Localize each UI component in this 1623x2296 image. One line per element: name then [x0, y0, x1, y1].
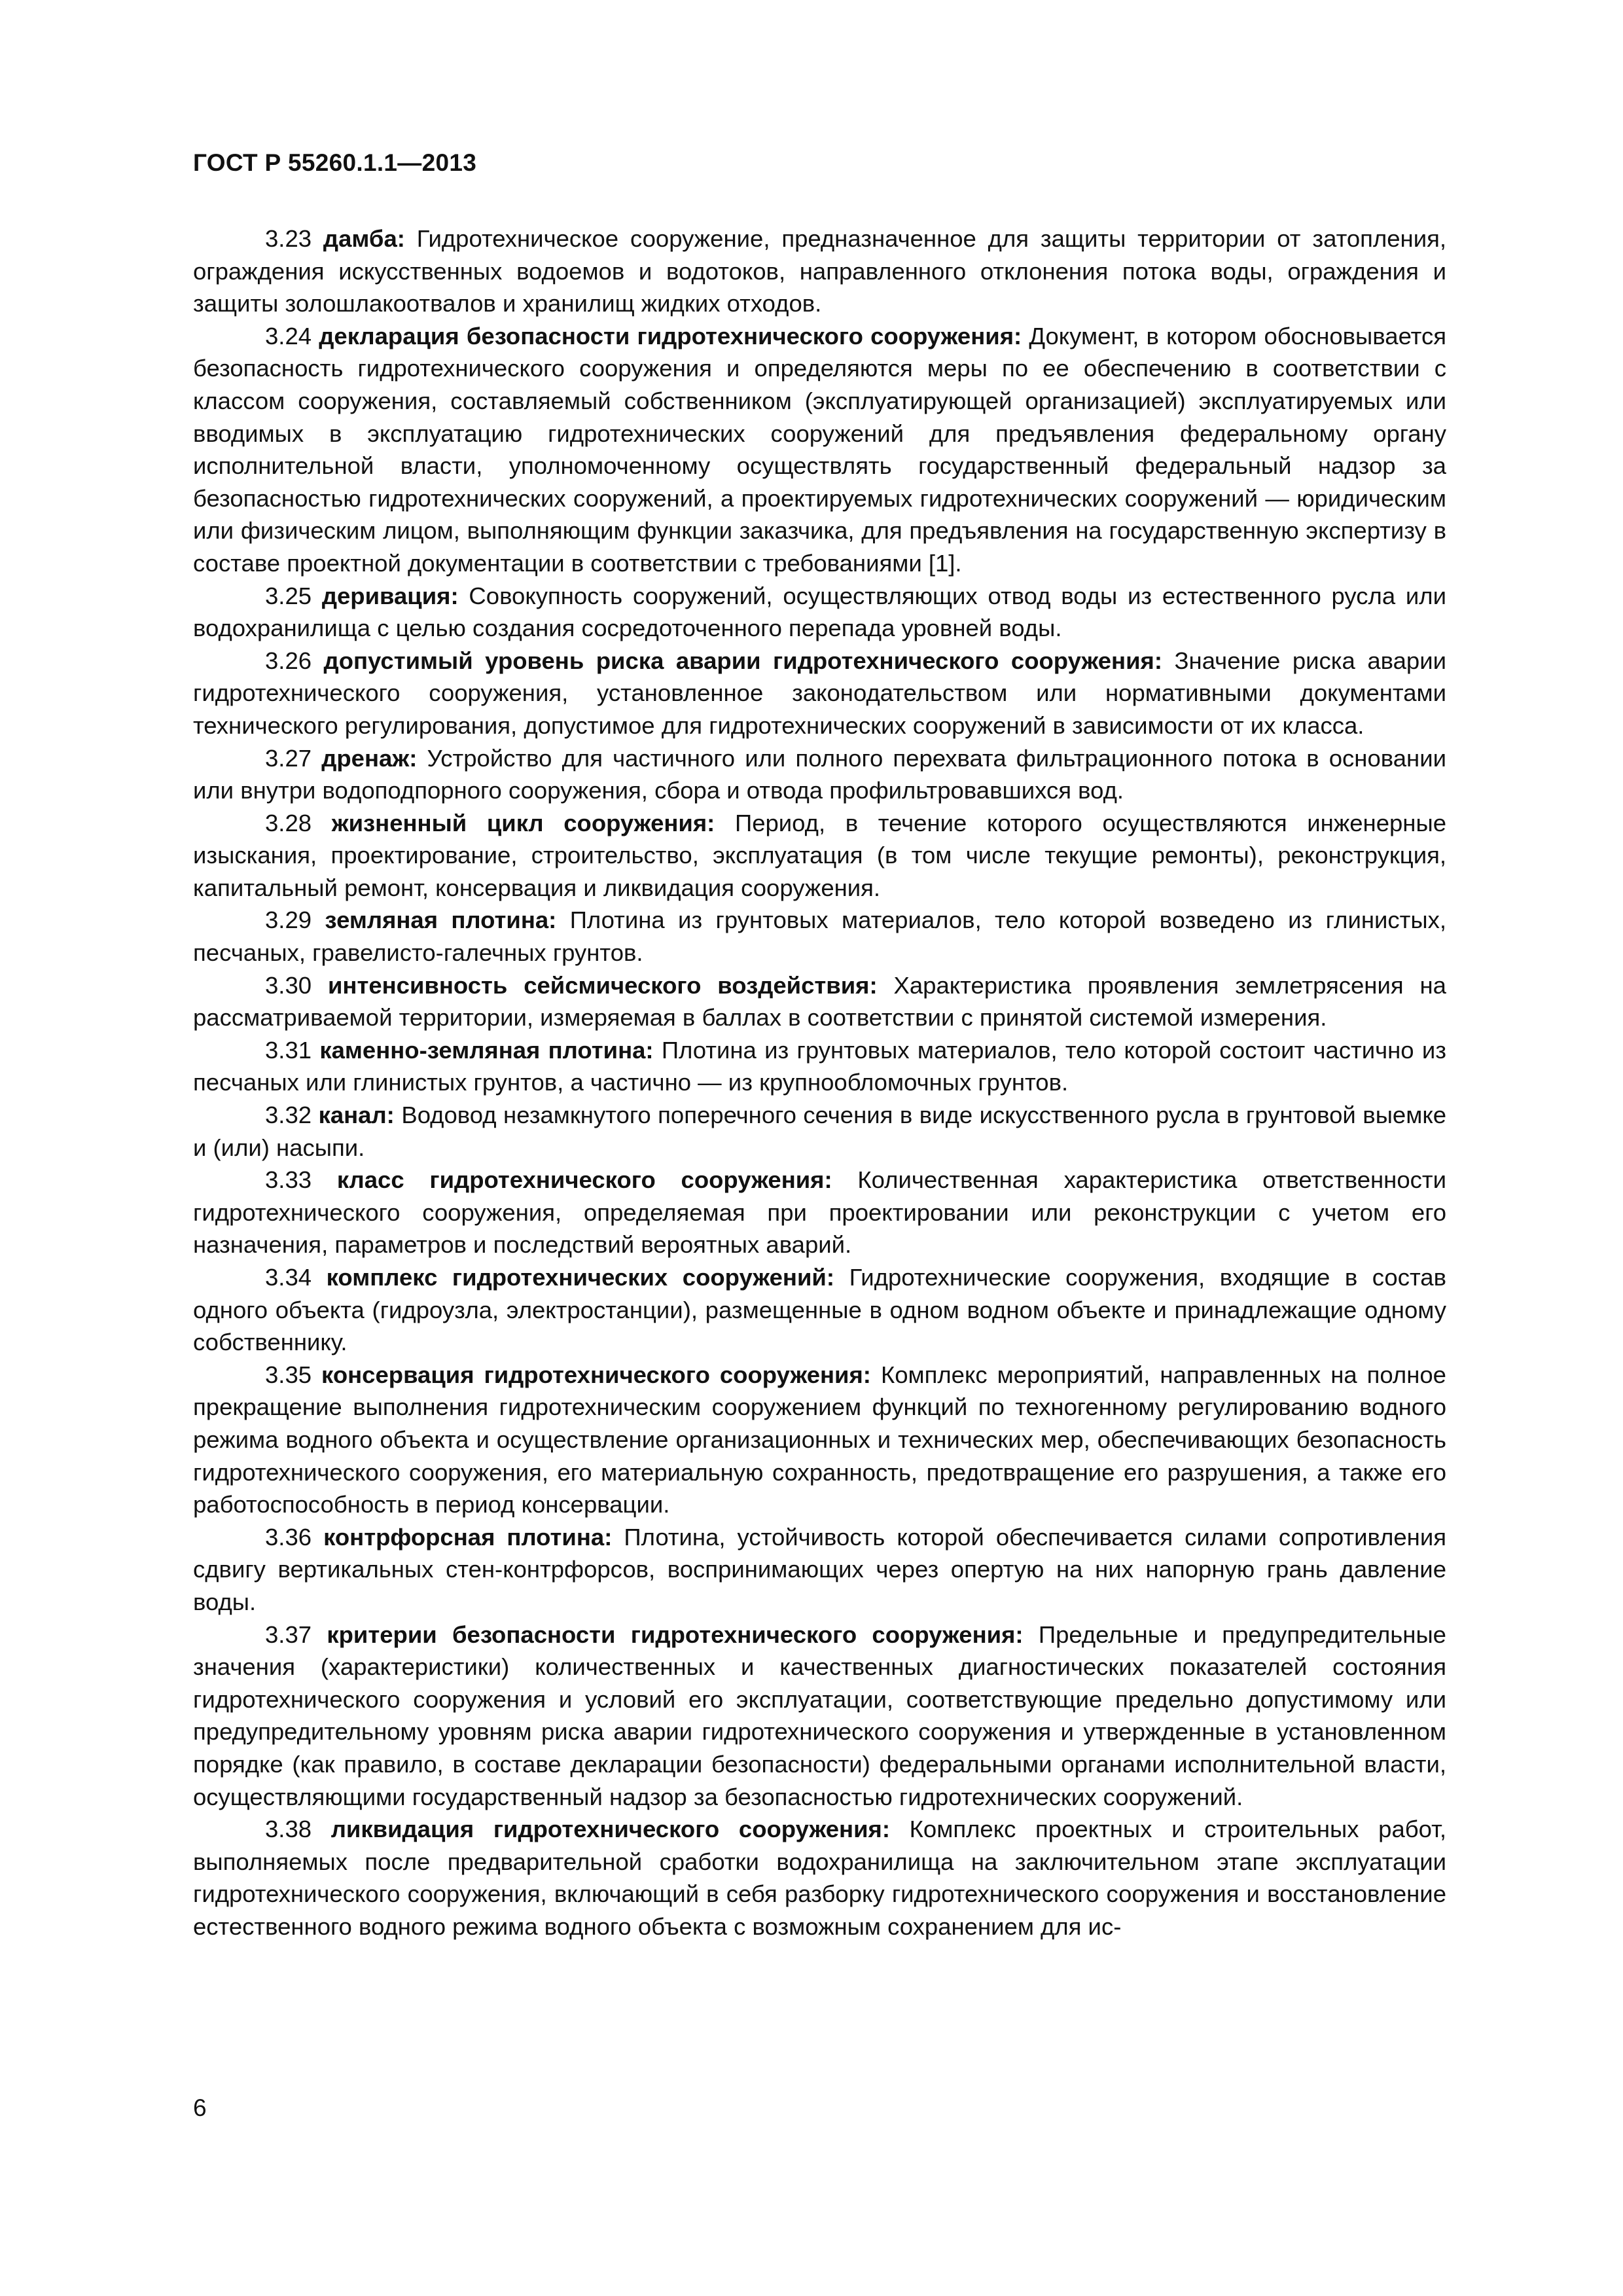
entry-term: земляная плотина: — [325, 906, 557, 934]
entry-definition: Плотина из грунтовых материалов, тело которой возведено из глинистых, песчаных, гравелисто-галечных грунтов. — [193, 906, 1446, 967]
entry-term: класс гидротехнического сооружения: — [336, 1166, 832, 1194]
term-entry-3-35 — [193, 1359, 1446, 1521]
entry-number: 3.35 — [265, 1361, 312, 1388]
entry-definition: Водовод незамкнутого поперечного сечения в виде искусственного русла в грунтовой выемке и (или) насыпи. — [193, 1102, 1446, 1161]
entry-definition: Плотина из грунтовых материалов, тело которой состоит частично из песчаных или глинистых грунтов, а частично — из крупнообломочных грунтов. — [193, 1036, 1446, 1096]
term-entry-3-24 — [193, 320, 1446, 580]
entry-number: 3.32 — [265, 1102, 312, 1129]
term-entry-3-33 — [193, 1164, 1446, 1261]
entry-term: допустимый уровень риска аварии гидротехнического сооружения: — [323, 647, 1162, 674]
entry-term: консервация гидротехнического сооружения: — [321, 1361, 871, 1388]
entry-number: 3.31 — [265, 1036, 312, 1064]
entry-number: 3.28 — [265, 809, 312, 836]
entry-definition: Комплекс проектных и строительных работ, выполняемых после предварительной сработки водохранилища на заключительном этапе эксплуатации гидротехнического сооружения, включающий в себя разборку гидротехнического сооружения и восстановление естественного водного режима водного объекта с возможным сохранением для ис- — [193, 1816, 1446, 1940]
entry-definition: Предельные и предупредительные значения (характеристики) количественных и качественных диагностических показателей состояния гидротехнического сооружения и условий его эксплуатации, соответствующие предельно допустимому или предупредительному уровням риска аварии гидротехнического сооружения и утвержденные в установленном порядке (как правило, в составе декларации безопасности) федеральными органами исполнительной власти, осуществляющими государственный надзор за безопасностью гидротехнических сооружений. — [193, 1621, 1446, 1810]
term-entry-3-30 — [193, 969, 1446, 1034]
entry-number: 3.24 — [265, 322, 312, 350]
entry-number: 3.27 — [265, 744, 312, 772]
term-entry-3-25 — [193, 580, 1446, 645]
document-code-header: ГОСТ Р 55260.1.1—2013 — [193, 149, 477, 176]
entry-number: 3.34 — [265, 1264, 312, 1291]
term-entry-3-36 — [193, 1521, 1446, 1619]
term-entry-3-28 — [193, 807, 1446, 905]
term-entry-3-23 — [193, 223, 1446, 320]
entry-term: каменно-земляная плотина: — [319, 1036, 654, 1064]
entry-number: 3.29 — [265, 906, 312, 934]
term-entry-3-38 — [193, 1813, 1446, 1943]
entry-number: 3.30 — [265, 971, 312, 999]
entry-definition: Характеристика проявления землетрясения на рассматриваемой территории, измеряемая в баллах в соответствии с принятой системой измерения. — [193, 971, 1446, 1031]
entry-number: 3.26 — [265, 647, 312, 674]
entry-definition: Период, в течение которого осуществляются инженерные изыскания, проектирование, строительство, эксплуатация (в том числе текущие ремонты), реконструкция, капитальный ремонт, консервация и ликвидация сооружения. — [193, 809, 1446, 901]
entry-term: критерии безопасности гидротехнического сооружения: — [327, 1621, 1024, 1648]
entry-term: дренаж: — [321, 744, 418, 772]
entry-term: контрфорсная плотина: — [323, 1523, 613, 1551]
terms-definitions-body — [193, 223, 1446, 1943]
entry-number: 3.38 — [265, 1816, 312, 1843]
entry-number: 3.37 — [265, 1621, 312, 1648]
entry-number: 3.33 — [265, 1166, 312, 1194]
entry-term: деривация: — [321, 582, 459, 609]
term-entry-3-37 — [193, 1619, 1446, 1814]
page-number: 6 — [193, 2094, 207, 2121]
entry-term: комплекс гидротехнических сооружений: — [326, 1264, 835, 1291]
term-entry-3-32 — [193, 1099, 1446, 1164]
entry-definition: Совокупность сооружений, осуществляющих отвод воды из естественного русла или водохранилища с целью создания сосредоточенного перепада уровней воды. — [193, 582, 1446, 642]
entry-term: канал: — [318, 1102, 395, 1129]
entry-term: ликвидация гидротехнического сооружения: — [330, 1816, 890, 1843]
entry-number: 3.23 — [265, 225, 312, 252]
entry-definition: Гидротехнические сооружения, входящие в состав одного объекта (гидроузла, электростанции), размещенные в одном водном объекте и принадлежащие одному собственнику. — [193, 1264, 1446, 1356]
term-entry-3-31 — [193, 1034, 1446, 1099]
entry-term: декларация безопасности гидротехнического сооружения: — [319, 322, 1022, 350]
entry-definition: Значение риска аварии гидротехнического сооружения, установленное законодательством или нормативными документами технического регулирования, допустимое для гидротехнических сооружений в зависимости от их класса. — [193, 647, 1446, 739]
entry-term: дамба: — [323, 225, 405, 252]
entry-definition: Плотина, устойчивость которой обеспечивается силами сопротивления сдвигу вертикальных стен-контрфорсов, воспринимающих через опертую на них напорную грань давление воды. — [193, 1523, 1446, 1615]
entry-definition: Комплекс мероприятий, направленных на полное прекращение выполнения гидротехническим сооружением функций по техногенному регулированию водного режима водного объекта и осуществление организационных и технических мер, обеспечивающих безопасность гидротехнического сооружения, его материальную сохранность, предотвращение его разрушения, а также его работоспособность в период консервации. — [193, 1361, 1446, 1518]
entry-number: 3.36 — [265, 1523, 312, 1551]
term-entry-3-26 — [193, 645, 1446, 742]
entry-definition: Количественная характеристика ответственности гидротехнического сооружения, определяемая при проектировании или реконструкции с учетом его назначения, параметров и последствий вероятных аварий. — [193, 1166, 1446, 1259]
entry-term: интенсивность сейсмического воздействия: — [327, 971, 878, 999]
term-entry-3-29 — [193, 904, 1446, 969]
entry-definition: Устройство для частичного или полного перехвата фильтрационного потока в основании или внутри водоподпорного сооружения, сбора и отвода профильтровавшихся вод. — [193, 744, 1446, 804]
entry-definition: Документ, в котором обосновывается безопасность гидротехнического сооружения и определяются меры по ее обеспечению в соответствии с классом сооружения, составляемый собственником (эксплуатирующей организацией) эксплуатируемых или вводимых в эксплуатацию гидротехнических сооружений для предъявления федеральному органу исполнительной власти, уполномоченному осуществлять государственный федеральный надзор за безопасностью гидротехнических сооружений, а проектируемых гидротехнических сооружений — юридическим или физическим лицом, выполняющим функции заказчика, для предъявления на государственную экспертизу в составе проектной документации в соответствии с требованиями [1]. — [193, 322, 1446, 577]
term-entry-3-34 — [193, 1261, 1446, 1359]
entry-number: 3.25 — [265, 582, 312, 609]
entry-definition: Гидротехническое сооружение, предназначенное для защиты территории от затопления, ограждения искусственных водоемов и водотоков, направленного отклонения потока воды, ограждения и защиты золошлакоотвалов и хранилищ жидких отходов. — [193, 225, 1446, 317]
entry-term: жизненный цикл сооружения: — [331, 809, 715, 836]
term-entry-3-27 — [193, 742, 1446, 807]
